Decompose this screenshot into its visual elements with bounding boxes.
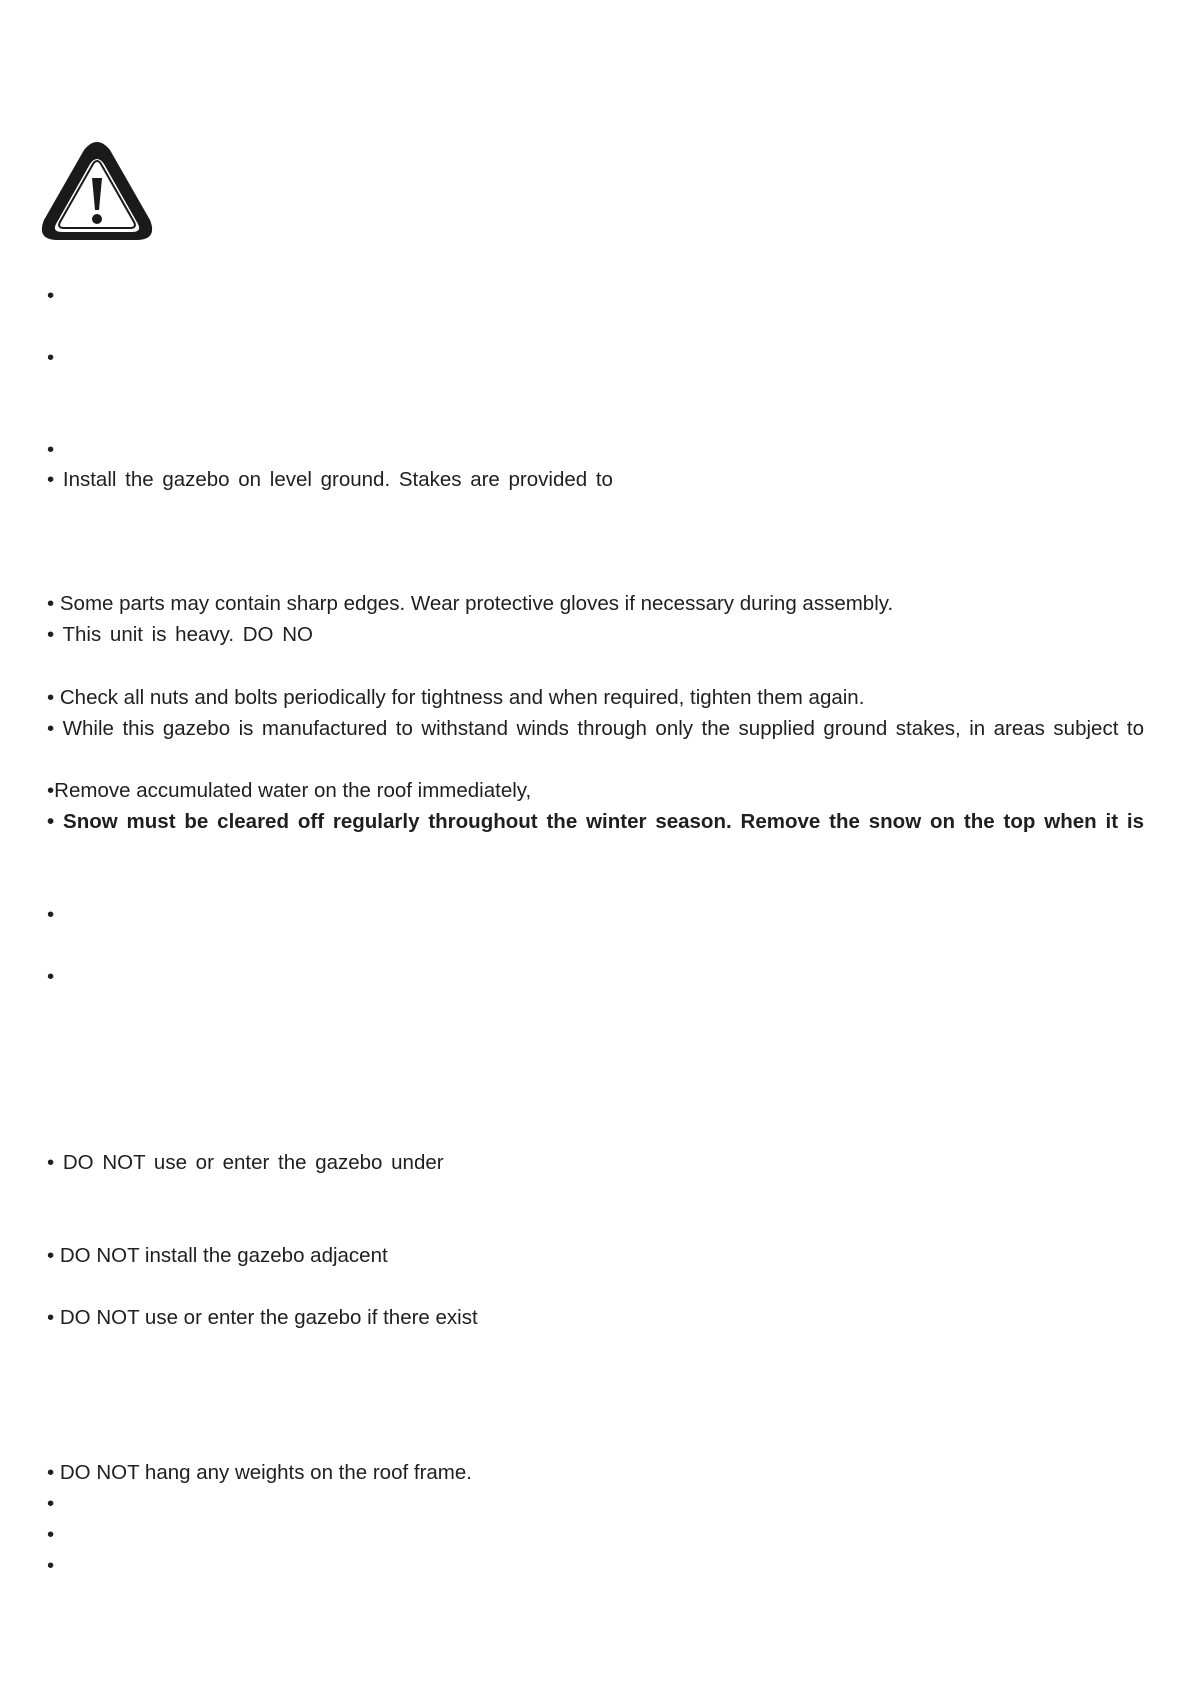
bullet-line: • — [47, 1554, 55, 1577]
bullet-line: • — [47, 965, 55, 988]
bullet-line: • — [47, 903, 55, 926]
bullet-line: • — [47, 438, 55, 461]
do-not-install-adjacent-line: • DO NOT install the gazebo adjacent — [47, 1244, 388, 1267]
check-nuts-bolts-line: • Check all nuts and bolts periodically for tightness and when required, tighten them again. — [47, 686, 865, 709]
do-not-hang-weights-line: • DO NOT hang any weights on the roof frame. — [47, 1461, 472, 1484]
bullet-line: • — [47, 346, 55, 369]
snow-cleared-line: • Snow must be cleared off regularly throughout the winter season. Remove the snow on the top when it is — [47, 810, 1144, 833]
bullet-line: • — [47, 1523, 55, 1546]
do-not-enter-if-exist-line: • DO NOT use or enter the gazebo if there exist — [47, 1306, 478, 1329]
install-level-ground-line: • Install the gazebo on level ground. Stakes are provided to — [47, 468, 613, 491]
remove-water-line: •Remove accumulated water on the roof immediately, — [47, 779, 532, 802]
bullet-line: • — [47, 284, 55, 307]
unit-heavy-line: • This unit is heavy. DO NO — [47, 623, 313, 646]
bullet-line: • — [47, 1492, 55, 1515]
sharp-edges-line: • Some parts may contain sharp edges. Wear protective gloves if necessary during assembly. — [47, 592, 894, 615]
withstand-winds-line: • While this gazebo is manufactured to withstand winds through only the supplied ground stakes, in areas subject to — [47, 717, 1144, 740]
do-not-enter-under-line: • DO NOT use or enter the gazebo under — [47, 1151, 444, 1174]
warning-triangle-icon — [38, 140, 156, 244]
